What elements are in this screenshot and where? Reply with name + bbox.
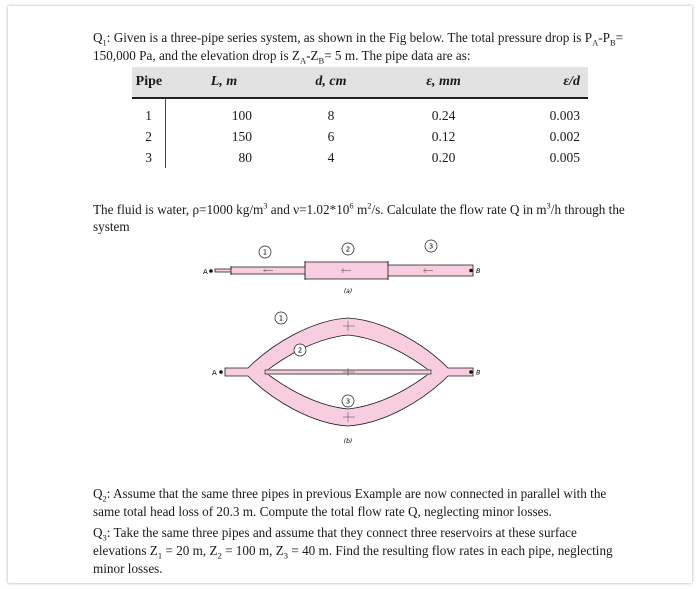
table-row: 1 100 8 0.24 0.003 bbox=[132, 98, 588, 126]
parallel-node-b-dot bbox=[469, 370, 473, 374]
pipe-data-table bbox=[132, 67, 588, 168]
table-row: 2 150 6 0.12 0.002 bbox=[132, 126, 588, 147]
document-page bbox=[8, 6, 692, 583]
q3-label: Q bbox=[93, 525, 103, 540]
parallel-pipe-diagram bbox=[212, 312, 481, 445]
node-b-dot bbox=[469, 269, 473, 273]
series-label-b: B bbox=[476, 267, 481, 275]
q1-label: Q bbox=[93, 30, 103, 45]
parallel-node-a-dot bbox=[219, 370, 223, 374]
series-label-a: A bbox=[203, 268, 208, 276]
table-row: 3 80 4 0.20 0.005 bbox=[132, 147, 588, 168]
header-relative-roughness: ε/d bbox=[507, 67, 588, 98]
fluid-properties-text: The fluid is water, ρ=1000 $kg/m^3$ and $\nu=1.02*10^6$ $m^2/s$. Calculate the flow rate Q in $m^3/h$ through the system bbox=[93, 200, 625, 234]
caption-a: (a) bbox=[343, 288, 353, 295]
question-2: $Q_2$: Assume that the same three pipes in previous Example are now connected in parallel with the same total head loss of 20.3 m. Compute the total flow rate Q, neglecting minor losses. bbox=[93, 486, 607, 519]
series-pipe-1-number: 1 bbox=[262, 248, 268, 257]
header-roughness: ε, mm bbox=[380, 67, 507, 98]
parallel-pipe-3-number: 3 bbox=[345, 397, 351, 406]
parallel-label-a: A bbox=[212, 369, 217, 377]
parallel-label-b: B bbox=[476, 368, 481, 377]
question-1: $Q_1$: Given is a three-pipe series system, as shown in the Fig below. The total pressure drop is $P_A-P_B= 150,000$ Pa, and the elevation drop is $Z_A-Z_B= 5$ m. The pipe data are as: bbox=[93, 30, 624, 66]
series-pipe-2-number: 2 bbox=[345, 245, 351, 254]
series-pipe-3-number: 3 bbox=[428, 242, 434, 251]
table-header-row bbox=[132, 67, 588, 98]
node-a-dot bbox=[209, 269, 213, 273]
series-pipe-diagram bbox=[203, 240, 481, 295]
question-3: $Q_3$: Take the same three pipes and assume that they connect three reservoirs at these surface elevations $Z_1 = 20$ m, $Z_2 = 100$ m, $Z_3 = 40$ m. Find the resulting flow rates in each pipe, neglecting minor losses. bbox=[93, 525, 613, 576]
pipe-system-figure bbox=[203, 238, 503, 453]
parallel-pipe-2-number: 2 bbox=[297, 346, 303, 355]
caption-b: (b) bbox=[343, 438, 353, 445]
header-diameter: d, cm bbox=[282, 67, 380, 98]
header-length: L, m bbox=[166, 67, 282, 98]
header-pipe: Pipe bbox=[132, 67, 166, 98]
q2-label: Q bbox=[93, 486, 103, 501]
parallel-pipe-1-number: 1 bbox=[278, 314, 284, 323]
